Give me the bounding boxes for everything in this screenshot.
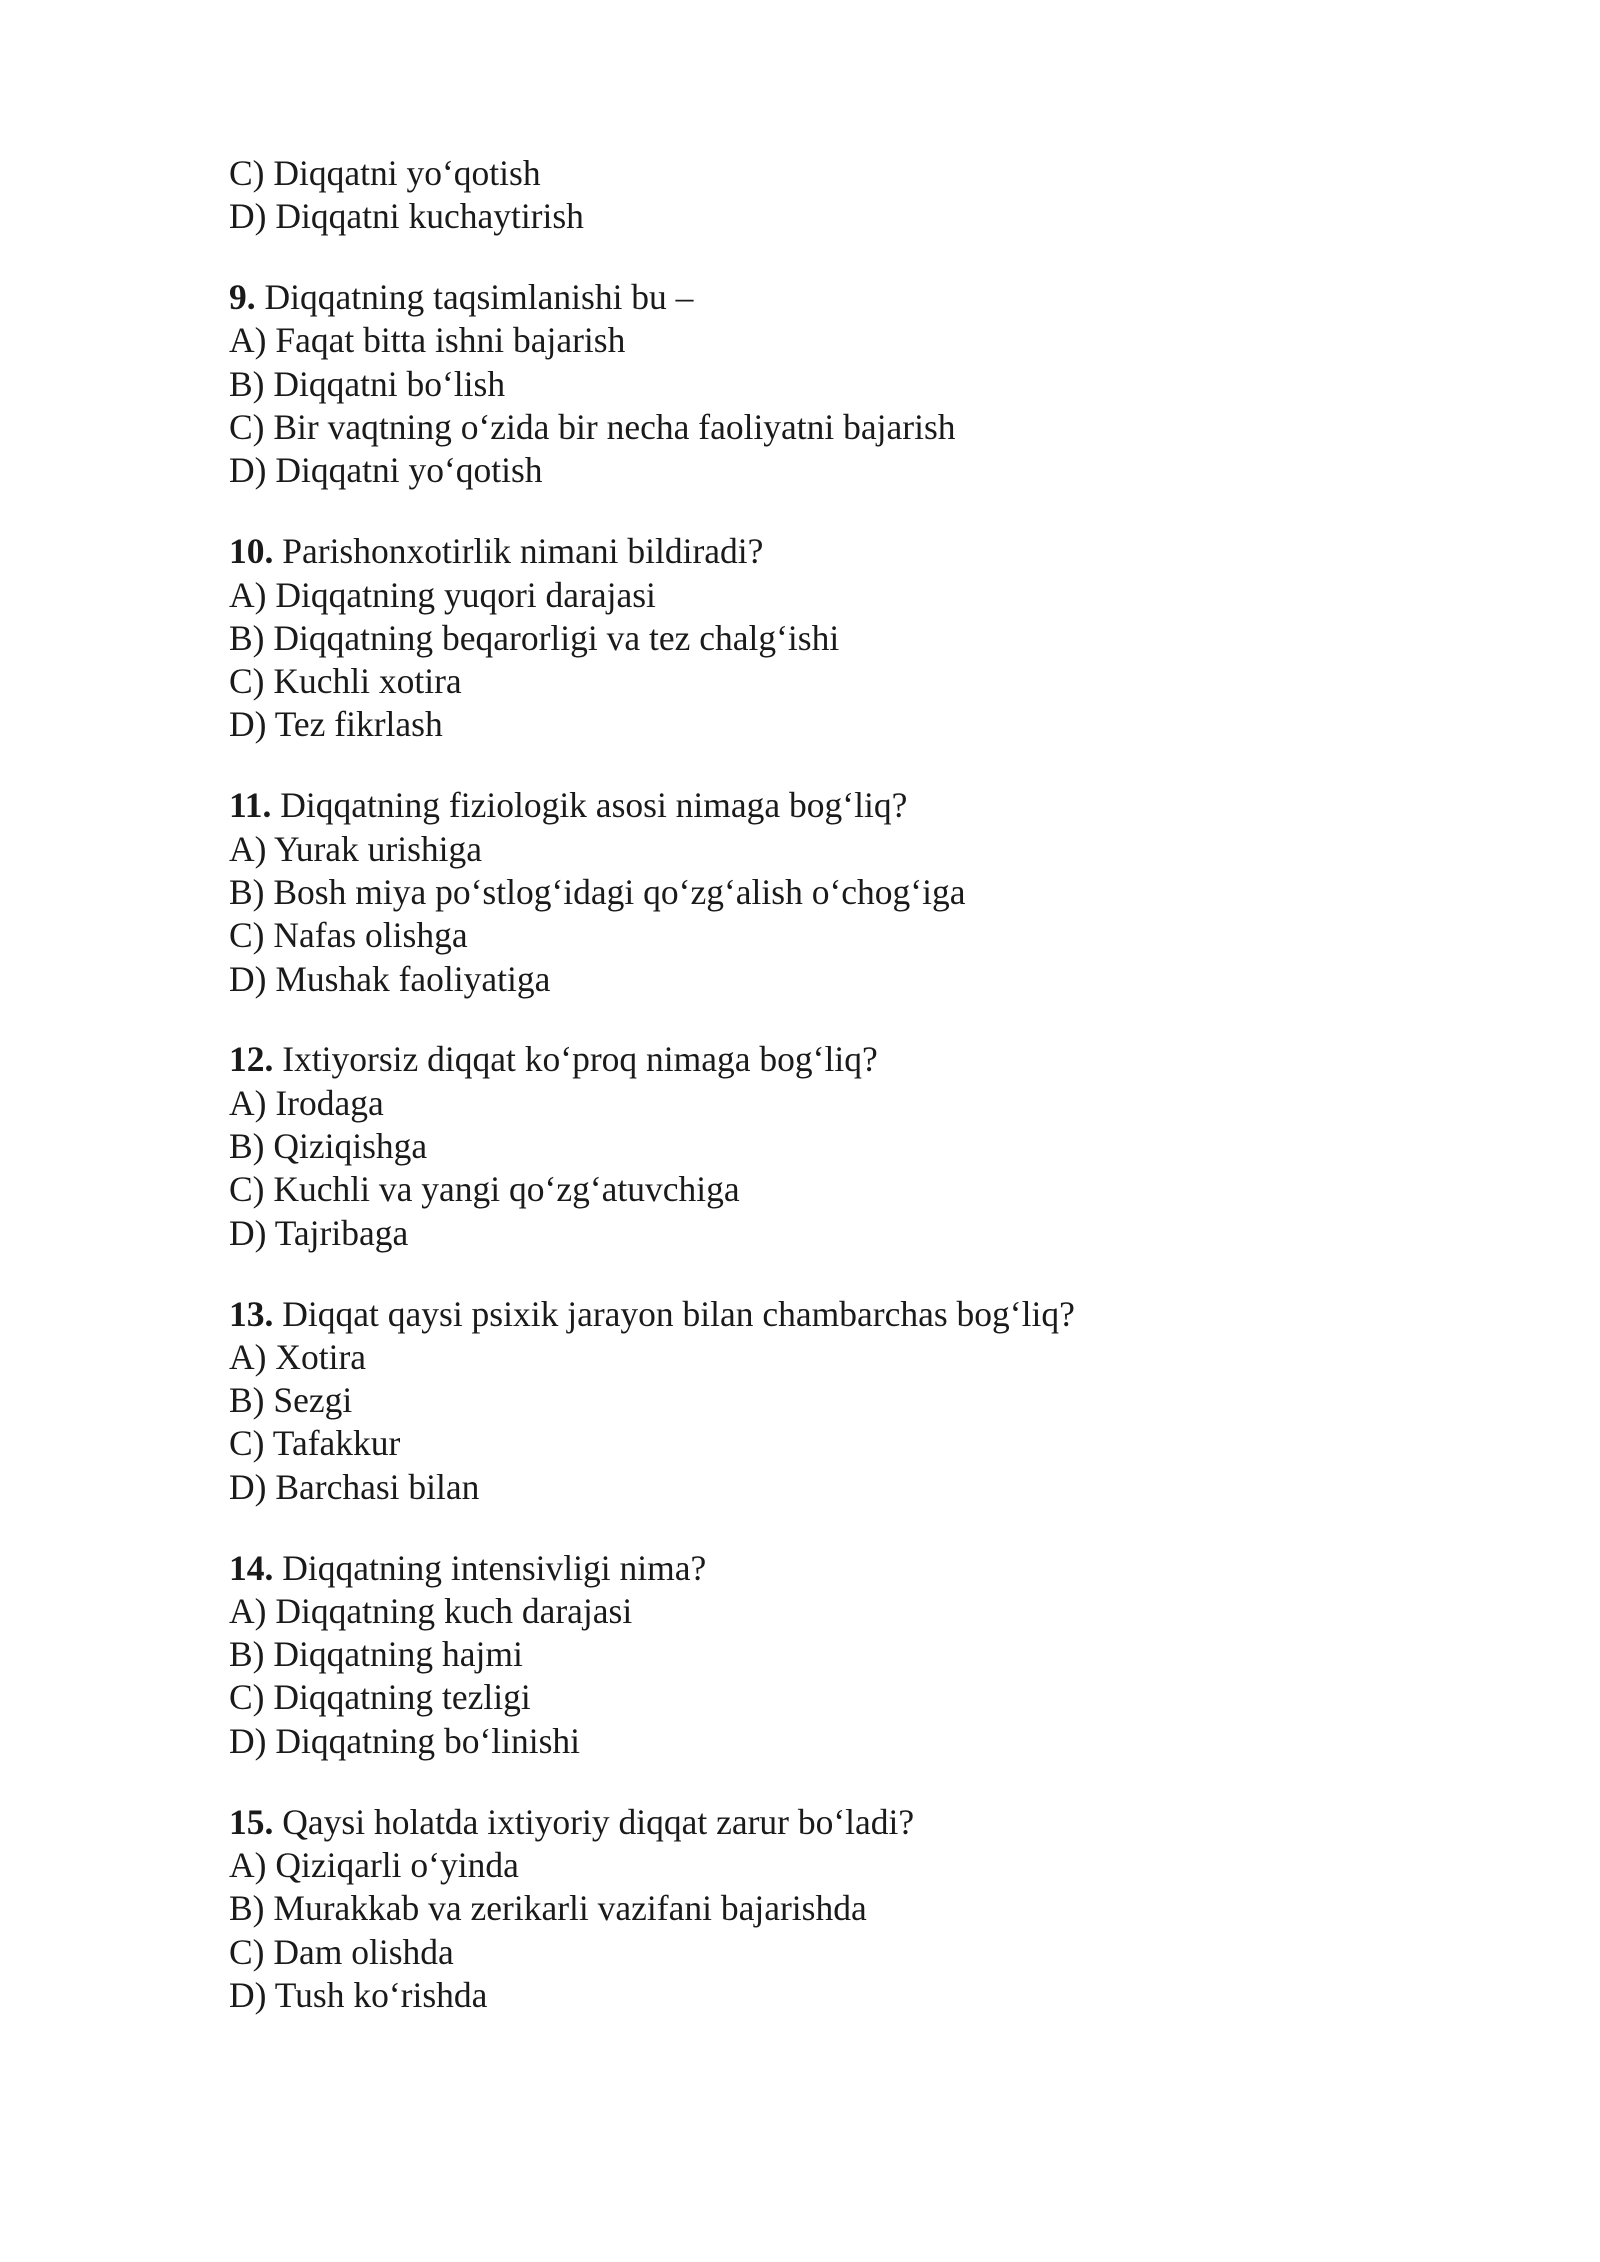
question-text <box>229 1547 1469 1590</box>
question-number: 13. <box>229 1293 274 1334</box>
question-stem: Diqqatning intensivligi nima? <box>273 1547 707 1588</box>
answer-option: B) Diqqatning hajmi <box>229 1634 523 1675</box>
document-page <box>229 152 1469 2017</box>
question-text <box>229 530 1469 573</box>
question-block-8-continued <box>229 152 1469 239</box>
answer-option: C) Tafakkur <box>229 1423 401 1464</box>
answer-option: D) Mushak faoliyatiga <box>229 958 551 999</box>
answer-option: D) Diqqatni kuchaytirish <box>229 196 584 237</box>
answer-option: C) Diqqatni yo‘qotish <box>229 153 541 193</box>
question-text <box>229 1038 1469 1081</box>
question-stem: Parishonxotirlik nimani bildiradi? <box>273 531 764 572</box>
answer-option: A) Qiziqarli o‘yinda <box>229 1844 519 1885</box>
question-block-12 <box>229 1038 1469 1254</box>
answer-option: A) Irodaga <box>229 1082 384 1123</box>
question-text <box>229 1293 1469 1336</box>
answer-option: C) Kuchli xotira <box>229 661 462 702</box>
question-number: 12. <box>229 1039 274 1080</box>
answer-option: C) Diqqatning tezligi <box>229 1677 531 1718</box>
question-text <box>229 784 1469 827</box>
question-number: 11. <box>229 785 272 826</box>
question-stem: Diqqatning fiziologik asosi nimaga bog‘liq? <box>271 785 908 826</box>
answer-option: B) Diqqatning beqarorligi va tez chalg‘ishi <box>229 617 840 658</box>
answer-option: C) Dam olishda <box>229 1931 454 1972</box>
answer-option: C) Nafas olishga <box>229 915 468 956</box>
answer-option: B) Diqqatni bo‘lish <box>229 363 506 404</box>
answer-option: B) Sezgi <box>229 1380 353 1421</box>
answer-option: A) Diqqatning kuch darajasi <box>229 1590 633 1631</box>
answer-option: A) Faqat bitta ishni bajarish <box>229 320 626 361</box>
answer-option: A) Yurak urishiga <box>229 828 483 869</box>
question-block-10 <box>229 530 1469 746</box>
answer-option: D) Diqqatning bo‘linishi <box>229 1720 581 1761</box>
answer-option: D) Tez fikrlash <box>229 704 443 745</box>
question-stem: Ixtiyorsiz diqqat ko‘proq nimaga bog‘liq? <box>273 1039 878 1080</box>
answer-option: B) Bosh miya po‘stlog‘idagi qo‘zg‘alish o‘chog‘iga <box>229 871 966 912</box>
question-stem: Diqqat qaysi psixik jarayon bilan chambarchas bog‘liq? <box>273 1293 1075 1334</box>
question-number: 9. <box>229 277 256 318</box>
answer-option: A) Xotira <box>229 1336 367 1377</box>
answer-option: C) Kuchli va yangi qo‘zg‘atuvchiga <box>229 1169 740 1210</box>
answer-option: B) Murakkab va zerikarli vazifani bajarishda <box>229 1888 867 1929</box>
question-block-11 <box>229 784 1469 1000</box>
question-block-15 <box>229 1801 1469 2017</box>
answer-option: C) Bir vaqtning o‘zida bir necha faoliyatni bajarish <box>229 407 956 448</box>
answer-option: D) Diqqatni yo‘qotish <box>229 450 543 491</box>
question-stem: Qaysi holatda ixtiyoriy diqqat zarur bo‘ladi? <box>273 1801 915 1842</box>
answer-option: D) Tajribaga <box>229 1212 409 1253</box>
question-block-14 <box>229 1547 1469 1763</box>
question-block-9 <box>229 276 1469 492</box>
question-number: 14. <box>229 1547 274 1588</box>
answer-option: B) Qiziqishga <box>229 1126 428 1167</box>
question-number: 15. <box>229 1801 274 1842</box>
question-number: 10. <box>229 531 274 572</box>
answer-option: D) Barchasi bilan <box>229 1466 480 1507</box>
answer-option: A) Diqqatning yuqori darajasi <box>229 574 656 615</box>
question-block-13 <box>229 1293 1469 1509</box>
question-text <box>229 276 1469 319</box>
answer-option: D) Tush ko‘rishda <box>229 1974 488 2015</box>
question-text <box>229 1801 1469 1844</box>
question-stem: Diqqatning taqsimlanishi bu – <box>255 277 694 318</box>
